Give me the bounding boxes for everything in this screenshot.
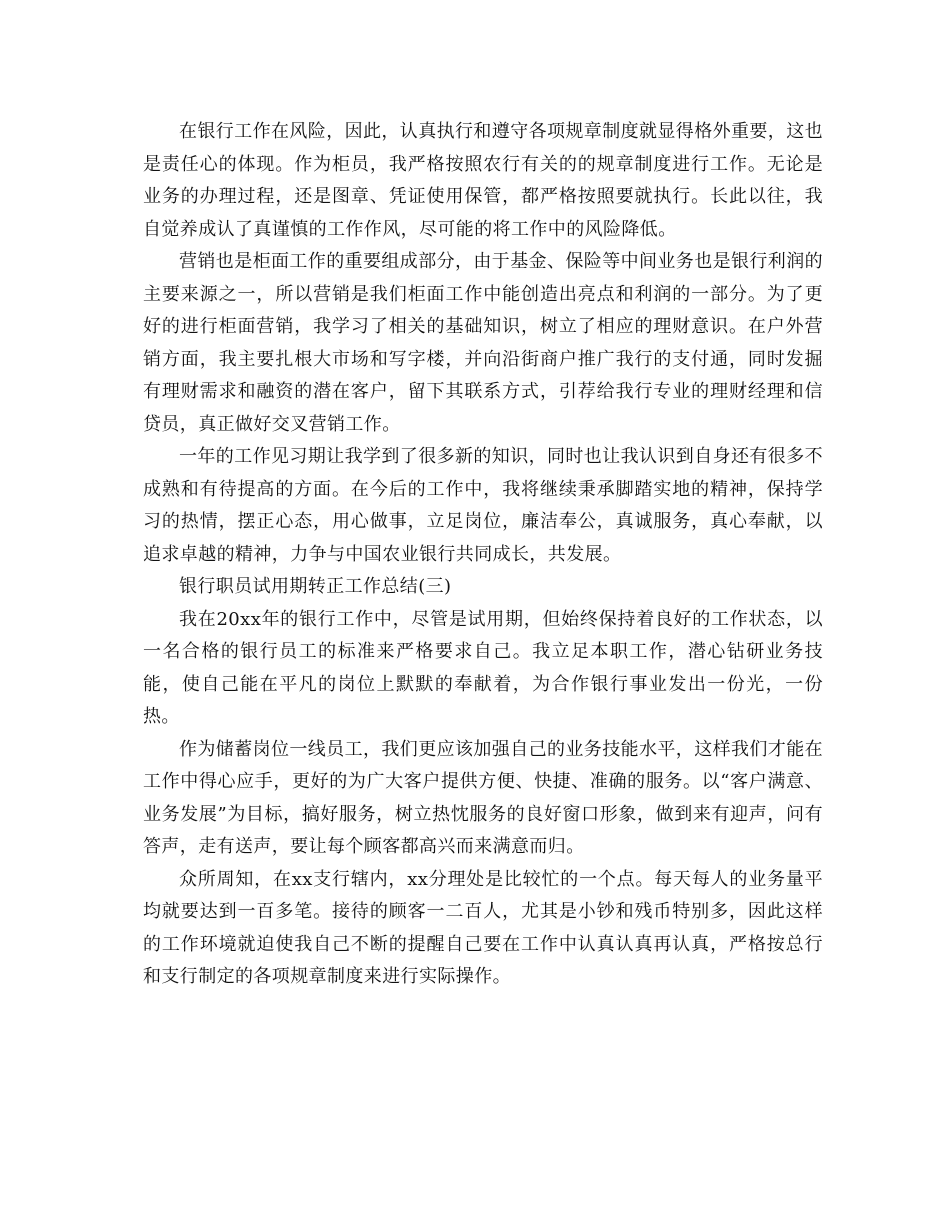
paragraph-workload: 众所周知，在xx支行辖内，xx分理处是比较忙的一个点。每天每人的业务量平均就要达到一百多笔。接待的顾客一二百人，尤其是小钞和残币特别多，因此这样的工作环境就迫使我自己不断的提醒自己要在工作中认真认真再认真，严格按总行和支行制定的各项规章制度来进行实际操作。: [143, 868, 823, 987]
section-title: 银行职员试用期转正工作总结(三): [179, 576, 452, 597]
document-body: [143, 116, 823, 994]
paragraph-probation-summary: 一年的工作见习期让我学到了很多新的知识，同时也让我认识到自身还有很多不成熟和有待提高的方面。在今后的工作中，我将继续秉承脚踏实地的精神，保持学习的热情，摆正心态，用心做事，立足岗位，廉洁奉公，真诚服务，真心奉献，以追求卓越的精神，力争与中国农业银行共同成长，共发展。: [143, 446, 823, 565]
paragraph-work-attitude: 我在20xx年的银行工作中，尽管是试用期，但始终保持着良好的工作状态，以一名合格的银行员工的标准来严格要求自己。我立足本职工作，潜心钻研业务技能，使自己能在平凡的岗位上默默的奉献着，为合作银行事业发出一份光，一份热。: [143, 608, 823, 727]
paragraph-marketing: 营销也是柜面工作的重要组成部分，由于基金、保险等中间业务也是银行利润的主要来源之一，所以营销是我们柜面工作中能创造出亮点和利润的一部分。为了更好的进行柜面营销，我学习了相关的基础知识，树立了相应的理财意识。在户外营销方面，我主要扎根大市场和写字楼，并向沿街商户推广我行的支付通，同时发掘有理财需求和融资的潜在客户，留下其联系方式，引荐给我行专业的理财经理和信贷员，真正做好交叉营销工作。: [143, 251, 823, 435]
paragraph-risk-compliance: 在银行工作在风险，因此，认真执行和遵守各项规章制度就显得格外重要，这也是责任心的体现。作为柜员，我严格按照农行有关的的规章制度进行工作。无论是业务的办理过程，还是图章、凭证使用保管，都严格按照要就执行。长此以往，我自觉养成认了真谨慎的工作作风，尽可能的将工作中的风险降低。: [143, 121, 823, 240]
paragraph-service: 作为储蓄岗位一线员工，我们更应该加强自己的业务技能水平，这样我们才能在工作中得心应手，更好的为广大客户提供方便、快捷、准确的服务。以“客户满意、业务发展”为目标，搞好服务，树立热忱服务的良好窗口形象，做到来有迎声，问有答声，走有送声，要让每个顾客都高兴而来满意而归。: [143, 738, 823, 857]
